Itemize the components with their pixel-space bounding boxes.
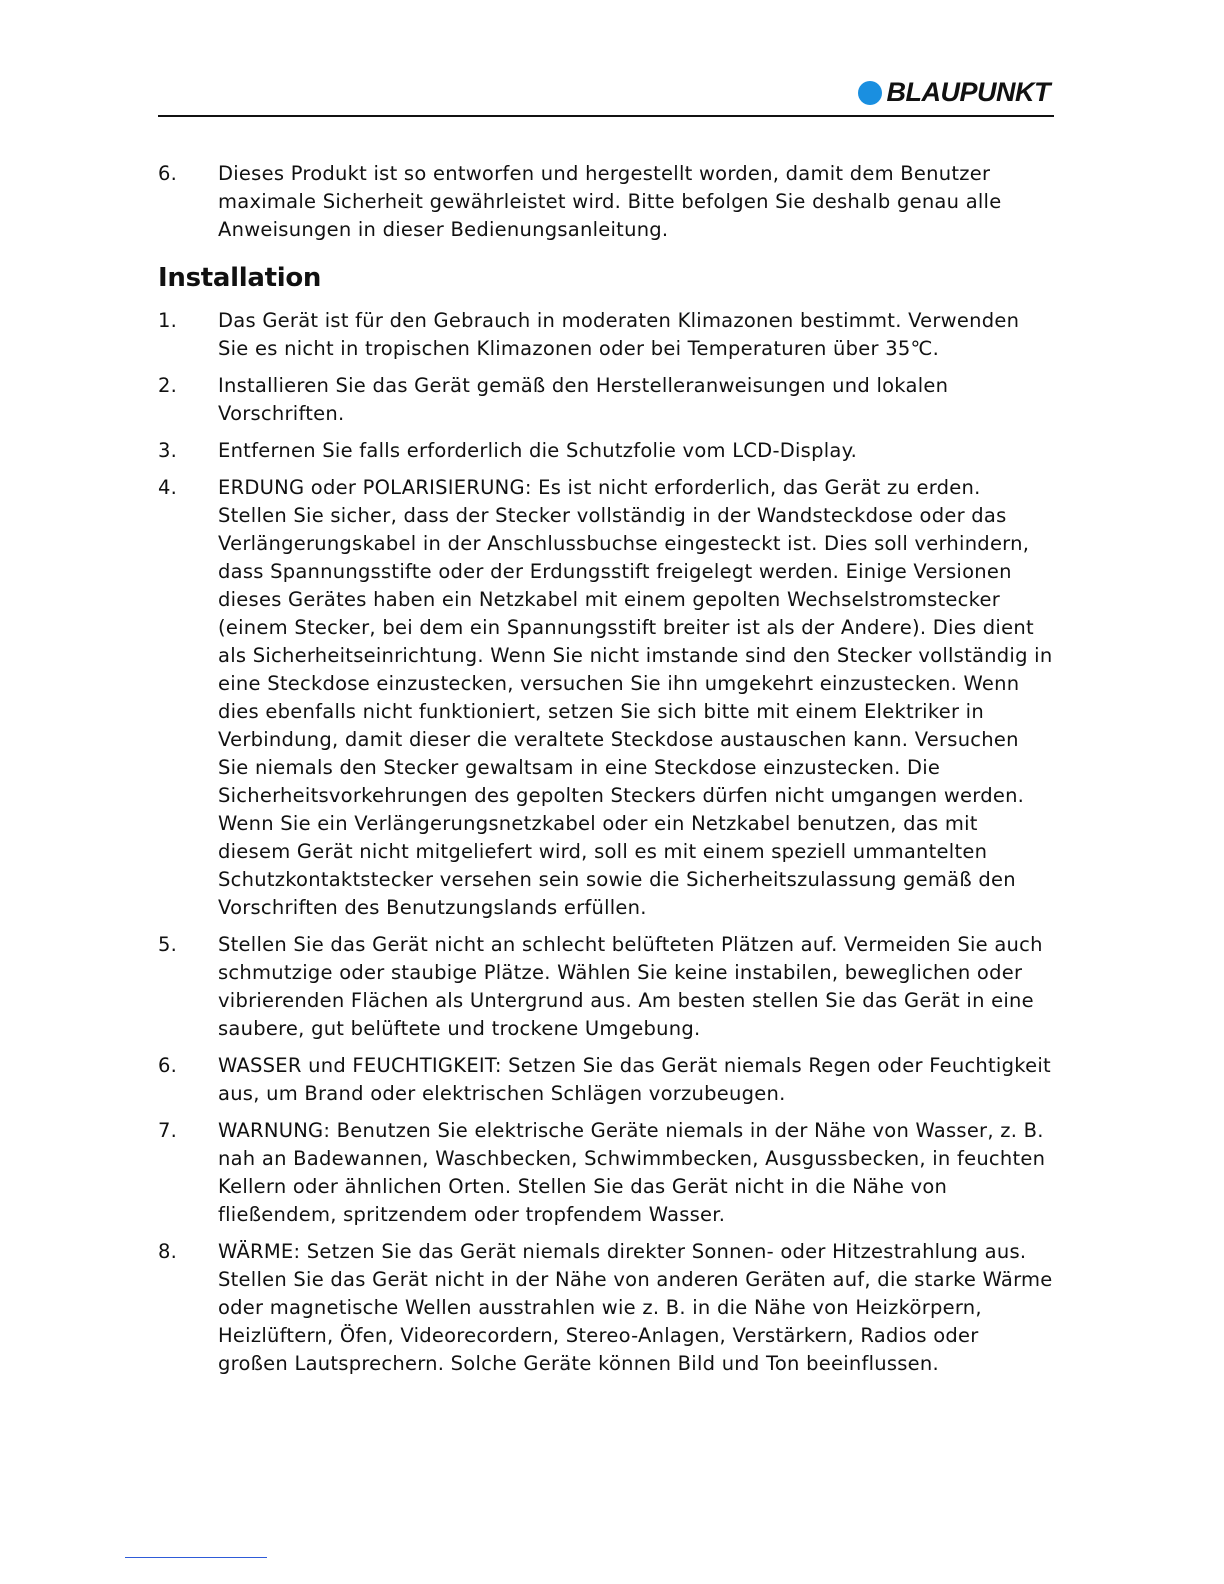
list-item [158,931,1054,1043]
list-item [158,437,1054,465]
item-number: 6. [158,1054,178,1077]
list-item [158,1238,1054,1378]
item-text: WASSER und FEUCHTIGKEIT: Setzen Sie das Gerät niemals Regen oder Feuchtigkeit aus, um Brand oder elektrischen Schlägen vorzubeugen. [218,1054,1051,1105]
brand-logo [858,77,1051,108]
item-text: Entfernen Sie falls erforderlich die Schutzfolie vom LCD-Display. [218,439,858,462]
intro-item [158,160,1054,244]
list-item [158,1052,1054,1108]
item-number: 8. [158,1240,178,1263]
item-number: 6. [158,162,178,185]
section-title: Installation [158,263,322,293]
item-number: 7. [158,1119,178,1142]
list-item [158,372,1054,428]
installation-list [158,307,1054,1378]
item-text: WÄRME: Setzen Sie das Gerät niemals direkter Sonnen- oder Hitzestrahlung aus. Stellen Sie das Gerät nicht in der Nähe von anderen Geräten auf, die starke Wärme oder magnetische Wellen ausstrahlen wie z. B. in die Nähe von Heizkörpern, Heizlüftern, Öfen, Videorecordern, Stereo-Anlagen, Verstärkern, Radios oder großen Lautsprechern. Solche Geräte können Bild und Ton beeinflussen. [218,1240,1053,1375]
document-body [158,160,1054,1387]
item-text: Installieren Sie das Gerät gemäß den Herstelleranweisungen und lokalen Vorschriften. [218,374,949,425]
list-item [158,474,1054,922]
list-item [158,1117,1054,1229]
list-item [158,307,1054,363]
item-number: 2. [158,374,178,397]
page-header [158,72,1054,117]
brand-dot-icon [858,81,882,105]
item-text: WARNUNG: Benutzen Sie elektrische Geräte niemals in der Nähe von Wasser, z. B. nah an Badewannen, Waschbecken, Schwimmbecken, Ausgussbecken, in feuchten Kellern oder ähnlichen Orten. Stellen Sie das Gerät nicht in die Nähe von fließendem, spritzendem oder tropfendem Wasser. [218,1119,1046,1226]
item-number: 4. [158,476,178,499]
item-text: Das Gerät ist für den Gebrauch in moderaten Klimazonen bestimmt. Verwenden Sie es nicht in tropischen Klimazonen oder bei Temperaturen über 35℃. [218,309,1020,360]
footnote-divider [125,1557,267,1558]
item-text: Dieses Produkt ist so entworfen und hergestellt worden, damit dem Benutzer maximale Sicherheit gewährleistet wird. Bitte befolgen Sie deshalb genau alle Anweisungen in dieser Bedienungsanleitung. [218,162,1002,241]
item-text: ERDUNG oder POLARISIERUNG: Es ist nicht erforderlich, das Gerät zu erden. Stellen Sie sicher, dass der Stecker vollständig in der Wandsteckdose oder das Verlängerungskabel in der Anschlussbuchse eingesteckt ist. Dies soll verhindern, dass Spannungsstifte oder der Erdungsstift freigelegt werden. Einige Versionen dieses Gerätes haben ein Netzkabel mit einem gepolten Wechselstromstecker (einem Stecker, bei dem ein Spannungsstift breiter ist als der Andere). Dies dient als Sicherheitseinrichtung. Wenn Sie nicht imstande sind den Stecker vollständig in eine Steckdose einzustecken, versuchen Sie ihn umgekehrt einzustecken. Wenn dies ebenfalls nicht funktioniert, setzen Sie sich bitte mit einem Elektriker in Verbindung, damit dieser die veraltete Steckdose austauschen kann. Versuchen Sie niemals den Stecker gewaltsam in eine Steckdose einzustecken. Die Sicherheitsvorkehrungen des gepolten Steckers dürfen nicht umgangen werden. Wenn Sie ein Verlängerungsnetzkabel oder ein Netzkabel benutzen, das mit diesem Gerät nicht mitgeliefert wird, soll es mit einem speziell ummantelten Schutzkontaktstecker versehen sein sowie die Sicherheitszulassung gemäß den Vorschriften des Benutzungslands erfüllen. [218,476,1053,919]
item-number: 3. [158,439,178,462]
item-number: 5. [158,933,178,956]
brand-name: BLAUPUNKT [886,77,1050,107]
item-text: Stellen Sie das Gerät nicht an schlecht belüfteten Plätzen auf. Vermeiden Sie auch schmutzige oder staubige Plätze. Wählen Sie keine instabilen, beweglichen oder vibrierenden Flächen als Untergrund aus. Am besten stellen Sie das Gerät in eine saubere, gut belüftete und trockene Umgebung. [218,933,1043,1040]
item-number: 1. [158,309,178,332]
